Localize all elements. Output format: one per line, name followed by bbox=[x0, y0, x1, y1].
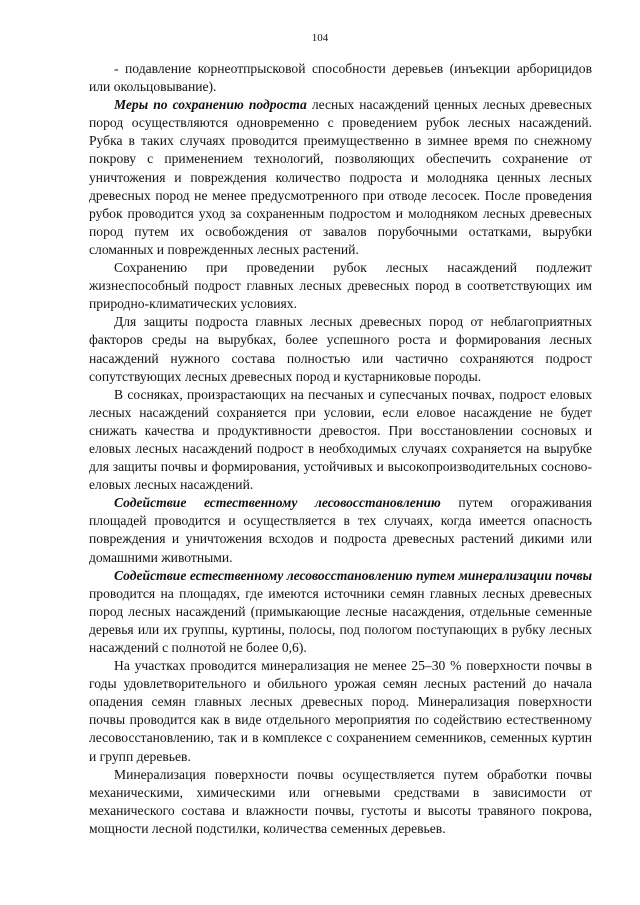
paragraph-lead: Содействие естественному лесовосстановлению путем минерализации почвы bbox=[114, 567, 592, 583]
paragraph-undergrowth-measures bbox=[89, 96, 592, 259]
paragraph-text: На участках проводится минерализация не менее 25–30 % поверхности почвы в годы удовлетворительного и обильного урожая семян лесных растений до начала опадения семян главных лесных древесных пород. Минерализация поверхности почвы проводится как в виде отдельного мероприятия по содействию естественному лесовосстановлению, так и в комплексе с сохранением семенников, семенных куртин и групп деревьев. bbox=[89, 658, 592, 764]
paragraph-lead: Содействие естественному лесовосстановлению bbox=[114, 495, 441, 511]
page-number: 104 bbox=[311, 32, 329, 44]
paragraph-text: Сохранению при проведении рубок лесных насаждений подлежит жизнеспособный подрост главных лесных древесных пород в соответствующих им природно-климатических условиях. bbox=[89, 260, 592, 312]
paragraph-mineralization-share bbox=[89, 657, 592, 766]
paragraph-soil-mineralization bbox=[89, 567, 592, 657]
paragraph-lead: Меры по сохранению подроста bbox=[114, 97, 307, 113]
paragraph-fencing bbox=[89, 494, 592, 566]
paragraph-girdling bbox=[89, 60, 592, 96]
paragraph-text: лесных насаждений ценных лесных древесных пород осуществляются одновременно с проведением рубок лесных насаждений. Рубка в таких случаях проводится преимущественно в зимнее время по снежному покрову с применением технологий, позволяющих обеспечить сохранение от уничтожения и повреждения количество подроста и молодняка ценных лесных древесных пород не менее предусмотренного при отводе лесосек. После проведения рубок проводится уход за сохраненным подростом и молодняком лесных древесных пород путем их освобождения от завалов порубочными остатками, вырубки сломанных и поврежденных лесных растений. bbox=[89, 97, 592, 257]
paragraph-pine-spruce bbox=[89, 386, 592, 495]
document-body bbox=[89, 60, 592, 838]
paragraph-text: Для защиты подроста главных лесных древесных пород от неблагоприятных факторов среды на вырубках, более успешного роста и формирования лесных насаждений нужного состава полностью или частично сохраняются подрост сопутствующих лесных древесных пород и кустарниковые породы. bbox=[89, 314, 592, 384]
paragraph-viable-undergrowth bbox=[89, 259, 592, 313]
paragraph-protection bbox=[89, 313, 592, 385]
paragraph-text: путем огораживания площадей проводится и осуществляется в тех случаях, когда имеется опасность повреждения и уничтожения всходов и подроста древесных растений дикими или домашними животными. bbox=[89, 495, 592, 565]
paragraph-text: В сосняках, произрастающих на песчаных и супесчаных почвах, подрост еловых лесных насаждений сохраняется при условии, если еловое насаждение не будет снижать качества и продуктивности древостоя. При восстановлении сосновых и еловых лесных насаждений подрост в необходимых случаях сохраняется на вырубке для защиты почвы и формирования, устойчивых и высокопроизводительных сосново-еловых лесных насаждений. bbox=[89, 386, 592, 493]
paragraph-mineralization-methods bbox=[89, 766, 592, 838]
paragraph-text: проводится на площадях, где имеются источники семян главных лесных древесных пород лесных насаждений (примыкающие лесные насаждения, отдельные семенные деревья или их группы, куртины, полосы, под пологом поступающих в рубку лесных насаждений с полнотой не более 0,6). bbox=[89, 585, 592, 655]
paragraph-text: Минерализация поверхности почвы осуществляется путем обработки почвы механическими, химическими или огневыми средствами в зависимости от механического состава и влажности почвы, густоты и высоты травяного покрова, мощности лесной подстилки, количества семенных деревьев. bbox=[89, 766, 592, 836]
paragraph-text: - подавление корнеотпрысковой способности деревьев (инъекции арборицидов или окольцовывание). bbox=[89, 61, 592, 95]
